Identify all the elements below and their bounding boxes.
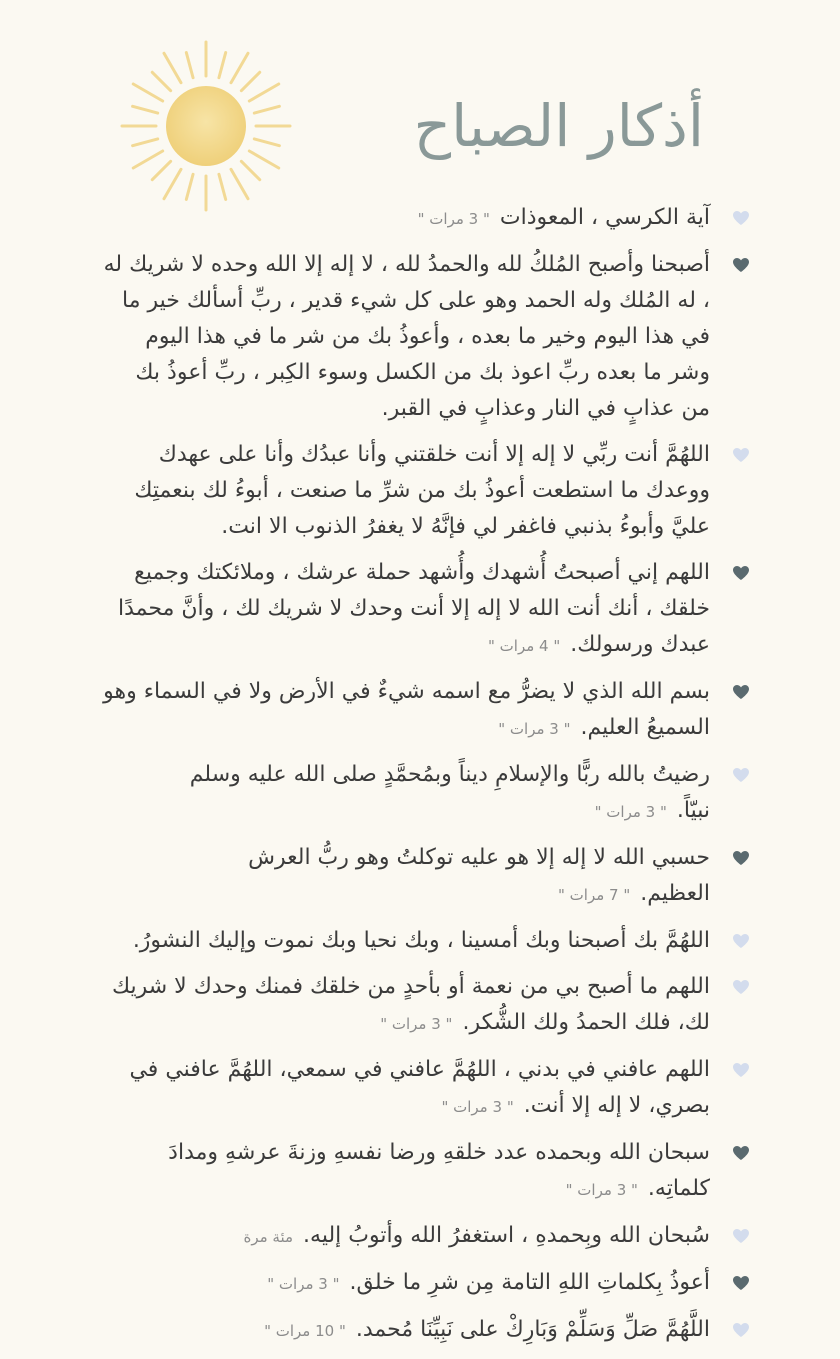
dhikr-text: حسبي الله لا إله إلا هو عليه توكلتُ وهو ربُّ العرش العظيم. [248,845,710,906]
dhikr-text: اللهم عافني في بدني ، اللهُمَّ عافني في سمعي، اللهُمَّ عافني في بصري، لا إله إلا أنت. [129,1057,710,1118]
sun-ray [231,53,248,82]
heart-bullet-icon [732,767,750,783]
sun-ray [133,139,158,146]
dhikr-text: بسم الله الذي لا يضرُّ مع اسمه شيءٌ في الأرض ولا في السماء وهو السميعُ العليم. [103,679,710,740]
repeat-count: " 4 مرات " [488,637,561,655]
dhikr-item [100,757,710,830]
dhikr-item [100,923,710,959]
dhikr-item [100,840,710,913]
heart-bullet-icon [732,979,750,995]
repeat-count: " 3 مرات " [267,1275,340,1293]
heart-bullet-icon [732,1228,750,1244]
dhikr-item [100,1218,710,1255]
sun-ray [254,106,279,113]
sun-ray [219,53,226,78]
dhikr-item [100,1312,710,1349]
sun-ray [249,151,278,168]
sun-ray [241,161,259,179]
sun-ray [133,106,158,113]
dhikr-text: أعوذُ بِكلماتِ اللهِ التامة مِن شرِ ما خلق. [349,1270,710,1295]
dhikr-text: سبحان الله وبحمده عدد خلقهِ ورضا نفسهِ وزنةَ عرشهِ ومدادَ كلماتِه. [168,1140,710,1201]
dhikr-text: رضيتُ بالله ربًّا والإسلامِ ديناً وبمُحمَّدٍ صلى الله عليه وسلم نبيّاً. [189,762,710,823]
heart-bullet-icon [732,565,750,581]
repeat-count: " 3 مرات " [594,803,667,821]
sun-ray [152,161,170,179]
heart-bullet-icon [732,1062,750,1078]
dhikr-text: اللهُمَّ بك أصبحنا وبك أمسينا ، وبك نحيا وبك نموت وإليك النشورُ. [132,928,710,953]
sun-ray [249,84,278,101]
repeat-count: " 3 مرات " [498,720,571,738]
repeat-count: " 3 مرات " [565,1181,638,1199]
dhikr-item [100,969,710,1042]
repeat-count: " 3 مرات " [380,1015,453,1033]
page-title: أذكار الصباح [413,92,704,160]
repeat-count: مئة مرة [243,1228,294,1246]
dhikr-text: أصبحنا وأصبح المُلكُ لله والحمدُ لله ، لا إله إلا الله وحده لا شريك له ، له المُلك وله الحمد وهو على كل شيء قدير ، ربِّ أسألك خير ما في هذا اليوم وخير ما بعده ، وأعوذُ بك من شر ما في هذا اليوم وشر ما بعده ربِّ اعوذ بك من الكسل وسوء الكِبر ، ربِّ أعوذُ بك من عذابٍ في النار وعذابٍ في القبر. [103,252,710,421]
dhikr-item [100,247,710,427]
dhikr-text: سُبحان الله وبِحمدهِ ، استغفرُ الله وأتوبُ إليه. [303,1223,710,1248]
dhikr-text: اللهُمَّ أنت ربِّي لا إله إلا أنت خلقتني وأنا عبدُك وأنا على عهدك ووعدك ما استطعت أعوذُ بك من شرِّ ما صنعت ، أبوءُ لك بنعمتِك عليَّ وأبوءُ بذنبي فاغفر لي فإنَّهُ لا يغفرُ الذنوب الا انت. [134,442,710,539]
dhikr-item [100,437,710,545]
dhikr-text: اللَّهُمَّ صَلِّ وَسَلِّمْ وَبَارِكْ على نَبِيِّنَا مُحمد. [355,1317,710,1342]
dhikr-item [100,200,710,237]
repeat-count: " 10 مرات " [264,1322,346,1340]
sun-ray [152,72,170,90]
heart-bullet-icon [732,850,750,866]
sun-icon [118,38,294,214]
heart-bullet-icon [732,684,750,700]
sun-ray [164,53,181,82]
dhikr-item [100,1135,710,1208]
sun-ray [133,151,162,168]
heart-bullet-icon [732,1275,750,1291]
sun-ray [241,72,259,90]
heart-bullet-icon [732,933,750,949]
sun-ray [219,174,226,199]
heart-bullet-icon [732,257,750,273]
heart-bullet-icon [732,210,750,226]
heart-bullet-icon [732,1322,750,1338]
dhikr-item [100,674,710,747]
dhikr-item [100,1052,710,1125]
sun-ray [164,169,181,198]
sun-ray [231,169,248,198]
dhikr-item [100,555,710,664]
heart-bullet-icon [732,447,750,463]
sun-ray [254,139,279,146]
heart-bullet-icon [732,1145,750,1161]
repeat-count: " 7 مرات " [557,886,631,904]
dhikr-text: آية الكرسي ، المعوذات [499,205,710,230]
repeat-count: " 3 مرات " [441,1098,514,1116]
repeat-count: " 3 مرات " [417,210,490,228]
dhikr-item [100,1265,710,1302]
dhikr-text: اللهم ما أصبح بي من نعمة أو بأحدٍ من خلقك فمنك وحدك لا شريك لك، فلك الحمدُ ولك الشُّكر. [111,974,710,1035]
dhikr-text: اللهم إني أصبحتُ أُشهدك وأُشهد حملة عرشك ، وملائكتك وجميع خلقك ، أنك أنت الله لا إله إلا أنت وحدك لا شريك لك ، وأنَّ محمدًا عبدك ورسولك. [117,560,710,657]
adhkar-list [100,200,710,1359]
sun-ray [133,84,162,101]
sun-ray [186,53,193,78]
sun-ray [186,174,193,199]
